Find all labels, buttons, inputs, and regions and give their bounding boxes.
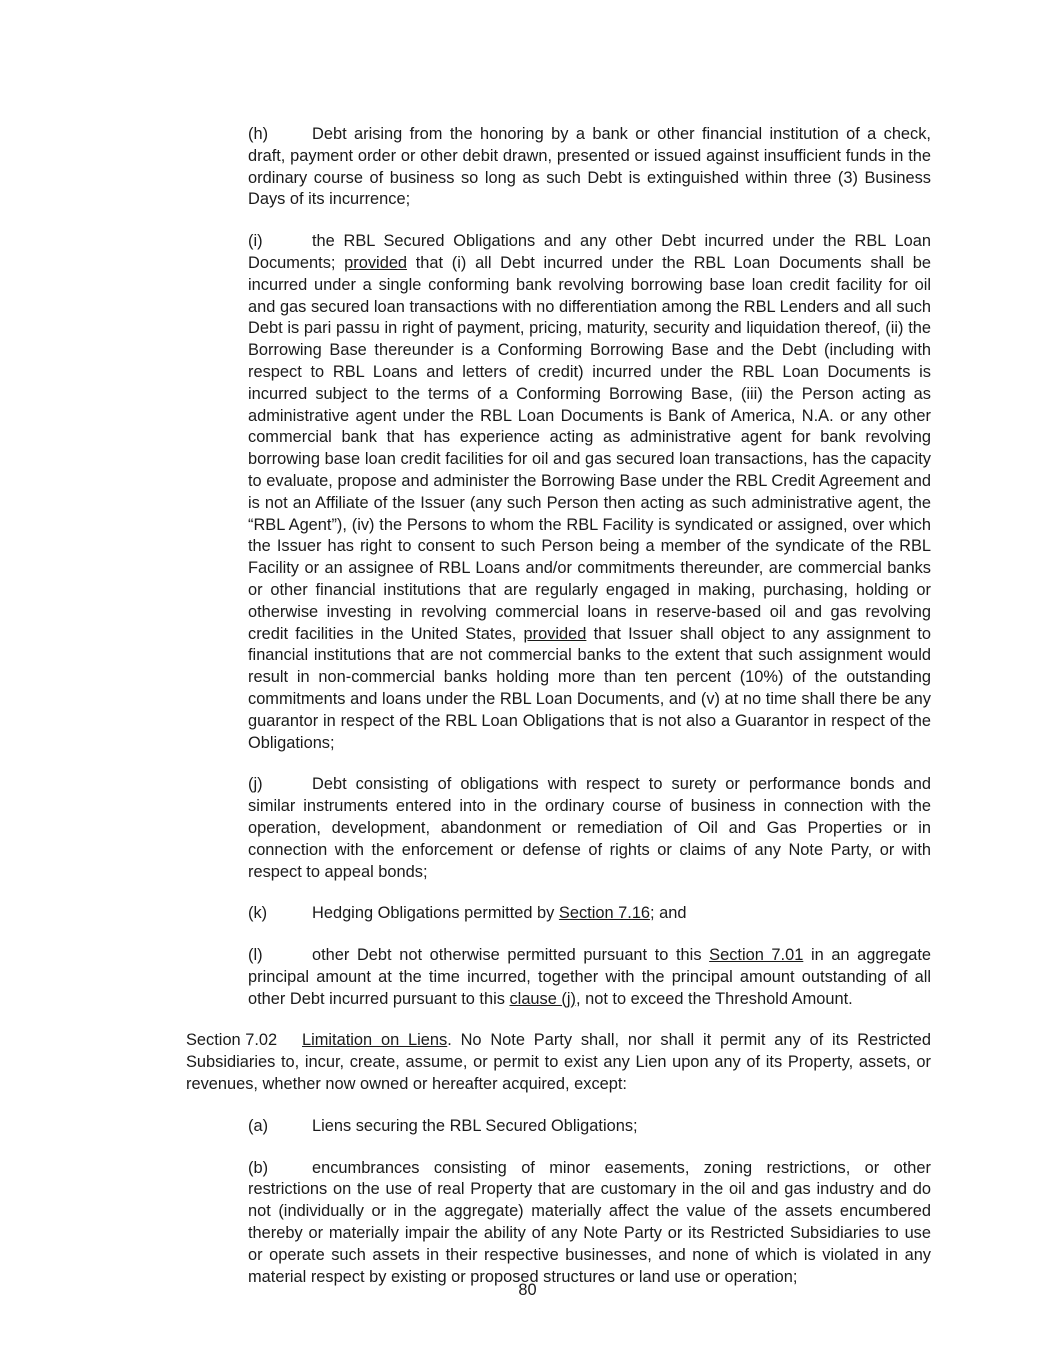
paragraph-text: ; and bbox=[650, 904, 687, 923]
section-heading: Limitation on Liens bbox=[302, 1031, 448, 1050]
paragraph-text: encumbrances consisting of minor easements, zoning restrictions, or other restrictions on the use of real Property that are customary in the oil and gas industry and do not (individually or in the aggregate) materially affect the value of the assets encumbered thereby or materially impair the ability of any Note Party or its Restricted Subsidiaries to use or operate such assets in their respective businesses, and none of which is violated in any material respect by existing or proposed structures or land use or operation; bbox=[248, 1158, 931, 1286]
paragraph-l bbox=[124, 945, 931, 1010]
paragraph-text: Liens securing the RBL Secured Obligations; bbox=[312, 1116, 638, 1135]
paragraph-text: Hedging Obligations permitted by bbox=[312, 904, 559, 923]
paragraph-label: (h) bbox=[248, 125, 269, 143]
paragraph-label: (b) bbox=[248, 1158, 269, 1177]
provided-term: provided bbox=[344, 253, 408, 272]
paragraph-text: , not to exceed the Threshold Amount. bbox=[575, 989, 853, 1008]
section-number: Section 7.02 bbox=[186, 1031, 278, 1050]
paragraph-text: Debt arising from the honoring by a bank or other financial institution of a check, draft, payment order or other debit drawn, presented or issued against insufficient funds in the ordinary course of business so long as such Debt is extinguished within three (3) Business Days of its incurrence; bbox=[248, 125, 931, 209]
paragraph-label: (l) bbox=[248, 946, 263, 965]
paragraph-text: the RBL Secured Obligations and any other Debt incurred under the RBL Loan Documents; bbox=[248, 232, 931, 272]
paragraph-b bbox=[124, 1158, 931, 1289]
section-reference-link: Section 7.01 bbox=[709, 946, 804, 965]
provided-term: provided bbox=[523, 624, 587, 643]
paragraph-text: Debt consisting of obligations with respect to surety or performance bonds and similar instruments entered into in the ordinary course of business in connection with the operation, development, abandonment or remediation of Oil and Gas Properties or in connection with the enforcement or defense of rights or claims of any Note Party, or with respect to appeal bonds; bbox=[248, 775, 931, 881]
document-page bbox=[124, 124, 931, 1308]
paragraph-i bbox=[124, 231, 931, 754]
paragraph-k bbox=[124, 903, 931, 925]
clause-reference-link: clause (j) bbox=[509, 989, 576, 1008]
paragraph-text: . No Note Party shall, nor shall it permit any of its Restricted Subsidiaries to, incur, create, assume, or permit to exist any Lien upon any of its Property, assets, or revenues, whether now owned or hereafter acquired, except: bbox=[186, 1031, 932, 1094]
paragraph-text: that Issuer shall object to any assignment to financial institutions that are not commercial banks to the extent that such assignment would result in non-commercial banks holding more than ten percent (10%) of the outstanding commitments and loans under the RBL Loan Documents, and (v) at no time shall there be any guarantor in respect of the RBL Loan Obligations that is not also a Guarantor in respect of the Obligations; bbox=[248, 624, 931, 752]
paragraph-h bbox=[124, 124, 931, 211]
paragraph-label: (j) bbox=[248, 775, 263, 794]
page-number: 80 bbox=[518, 1281, 537, 1299]
paragraph-j bbox=[124, 774, 931, 883]
paragraph-text: in an aggregate principal amount at the time incurred, together with the principal amount outstanding of all other Debt incurred pursuant to this bbox=[248, 946, 931, 1008]
paragraph-a bbox=[124, 1116, 931, 1138]
paragraph-label: (a) bbox=[248, 1116, 269, 1135]
paragraph-label: (k) bbox=[248, 904, 268, 923]
section-7-02 bbox=[124, 1030, 931, 1095]
paragraph-text: that (i) all Debt incurred under the RBL Loan Documents shall be incurred under a single conforming bank revolving borrowing base loan credit facility for oil and gas secured loan transactions with no differentiation among the RBL Lenders and all such Debt is pari passu in right of payment, pricing, maturity, security and liquidation thereof, (ii) the Borrowing Base thereunder is a Conforming Borrowing Base and the Debt (including with respect to RBL Loans and letters of credit) incurred under the RBL Loan Documents is incurred subject to the terms of a Conforming Borrowing Base, (iii) the Person acting as administrative agent under the RBL Loan Documents is Bank of America, N.A. or any other commercial bank that has experience acting as administrative agent for bank revolving borrowing base loan credit facilities for oil and gas secured loan transactions, has the capacity to evaluate, propose and administer the Borrowing Base under the RBL Credit Agreement and is not an Affiliate of the Issuer (any such Person then acting as such administrative agent, the “RBL Agent”), (iv) the Persons to whom the RBL Facility is syndicated or assigned, over which the Issuer has right to consent to such Person being a member of the syndicate of the RBL Facility or an assignee of RBL Loans and/or commitments thereunder, are commercial banks or other financial institutions that are regularly engaged in making, purchasing, holding or otherwise investing in revolving commercial loans in reserve-based oil and gas revolving credit facilities in the United States, bbox=[248, 253, 931, 643]
paragraph-text: other Debt not otherwise permitted pursuant to this bbox=[312, 946, 710, 965]
paragraph-label: (i) bbox=[248, 232, 263, 251]
section-reference-link: Section 7.16 bbox=[558, 904, 651, 923]
